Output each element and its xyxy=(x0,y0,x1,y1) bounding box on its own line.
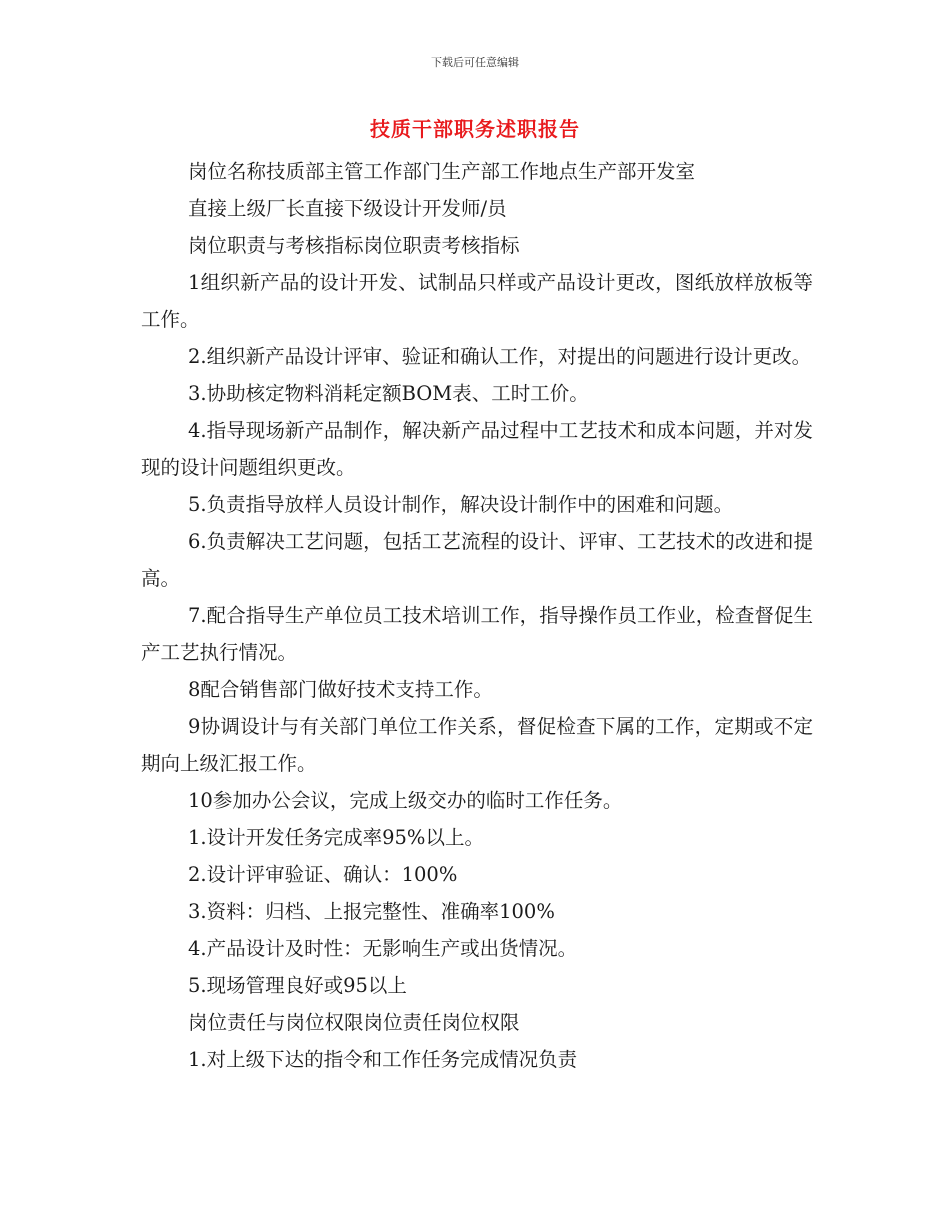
paragraph: 直接上级厂长直接下级设计开发师/员 xyxy=(188,197,507,220)
page-header-note: 下载后可任意编辑 xyxy=(431,56,519,69)
paragraph: 4.指导现场新产品制作，解决新产品过程中工艺技术和成本问题，并对发现的设计问题组织更改。 xyxy=(141,419,813,479)
document-body xyxy=(141,153,813,1078)
paragraph: 5.负责指导放样人员设计制作，解决设计制作中的困难和问题。 xyxy=(188,493,734,516)
paragraph: 4.产品设计及时性：无影响生产或出货情况。 xyxy=(188,937,578,960)
paragraph: 2.设计评审验证、确认：100% xyxy=(188,863,458,886)
paragraph: 3.资料：归档、上报完整性、准确率100% xyxy=(188,900,555,923)
paragraph: 10参加办公会议，完成上级交办的临时工作任务。 xyxy=(188,789,623,812)
paragraph: 9协调设计与有关部门单位工作关系，督促检查下属的工作，定期或不定期向上级汇报工作。 xyxy=(141,715,813,775)
paragraph: 3.协助核定物料消耗定额BOM表、工时工价。 xyxy=(188,382,589,405)
paragraph: 1.设计开发任务完成率95%以上。 xyxy=(188,826,484,849)
paragraph: 5.现场管理良好或95以上 xyxy=(188,974,407,997)
paragraph: 6.负责解决工艺问题，包括工艺流程的设计、评审、工艺技术的改进和提高。 xyxy=(141,530,813,590)
paragraph: 2.组织新产品设计评审、验证和确认工作，对提出的问题进行设计更改。 xyxy=(188,345,812,368)
paragraph: 1组织新产品的设计开发、试制品只样或产品设计更改，图纸放样放板等工作。 xyxy=(141,271,813,331)
paragraph: 岗位责任与岗位权限岗位责任岗位权限 xyxy=(188,1011,520,1034)
paragraph: 岗位名称技质部主管工作部门生产部工作地点生产部开发室 xyxy=(188,160,696,183)
document-title: 技质干部职务述职报告 xyxy=(370,117,580,141)
paragraph: 7.配合指导生产单位员工技术培训工作，指导操作员工作业，检查督促生产工艺执行情况。 xyxy=(141,604,813,664)
paragraph: 岗位职责与考核指标岗位职责考核指标 xyxy=(188,234,520,257)
paragraph: 1.对上级下达的指令和工作任务完成情况负责 xyxy=(188,1048,578,1071)
paragraph: 8配合销售部门做好技术支持工作。 xyxy=(188,678,493,701)
